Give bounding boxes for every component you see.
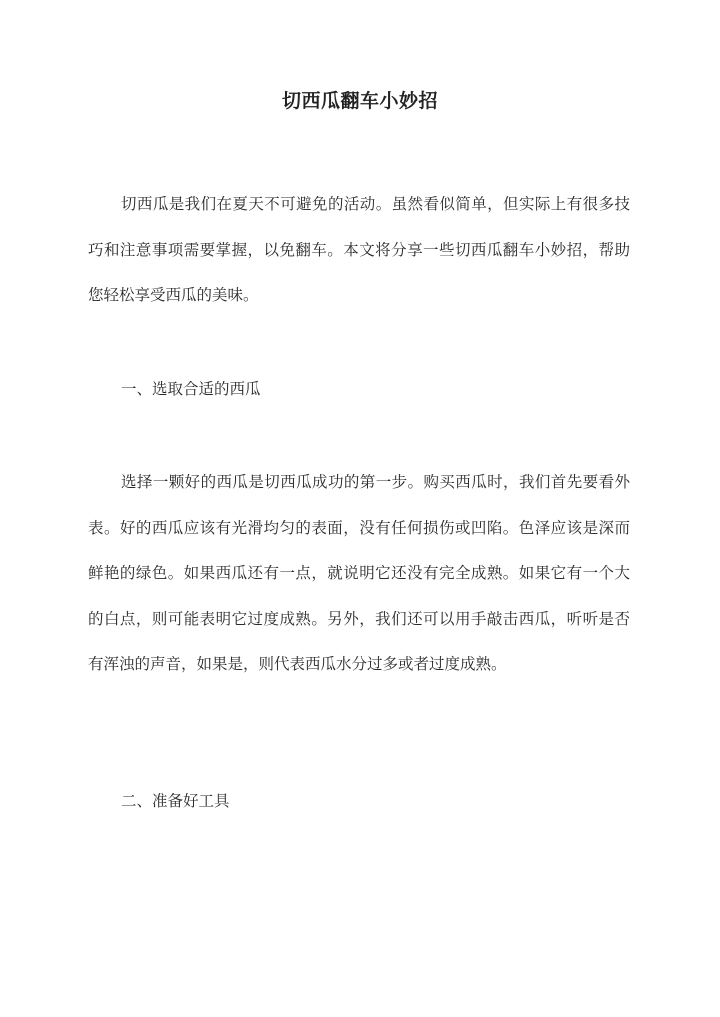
section-heading-2: 二、准备好工具 — [121, 792, 230, 810]
section-body-1: 选择一颗好的西瓜是切西瓜成功的第一步。购买西瓜时，我们首先要看外表。好的西瓜应该有光滑均匀的表面，没有任何损伤或凹陷。色泽应该是深而鲜艳的绿色。如果西瓜还有一点，就说明它还没有完全成熟。如果它有一个大的白点，则可能表明它过度成熟。另外，我们还可以用手敲击西瓜，听听是否有浑浊的声音，如果是，则代表西瓜水分过多或者过度成熟。 — [88, 473, 630, 673]
section-heading-1: 一、选取合适的西瓜 — [121, 380, 261, 398]
intro-paragraph: 切西瓜是我们在夏天不可避免的活动。虽然看似简单，但实际上有很多技巧和注意事项需要掌握，以免翻车。本文将分享一些切西瓜翻车小妙招，帮助您轻松享受西瓜的美味。 — [88, 195, 630, 304]
document-title: 切西瓜翻车小妙招 — [281, 90, 438, 112]
